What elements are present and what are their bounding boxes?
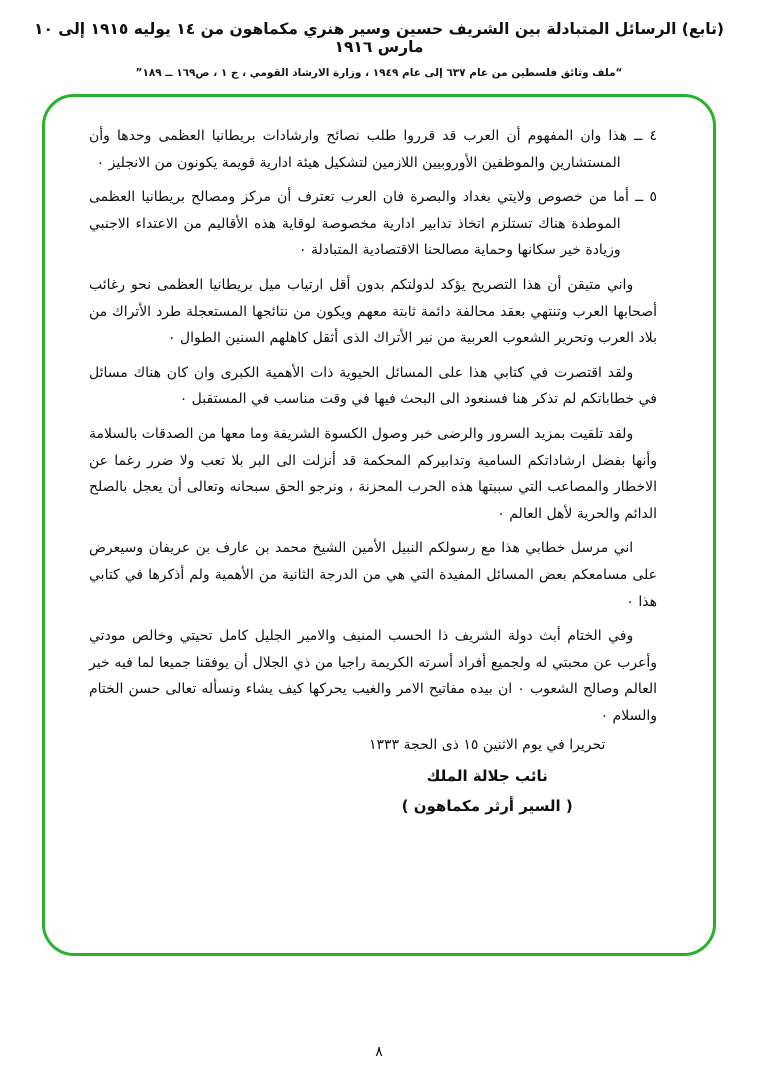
signature-title: نائب جلالة الملك (426, 767, 548, 786)
page-number: ٨ (375, 1044, 383, 1060)
letter-date-line: تحريرا في يوم الاثنين ١٥ ذى الحجة ١٣٣٣ (369, 737, 606, 754)
letter-paragraph-item-5 (89, 184, 657, 264)
document-source-citation: “ملف وثائق فلسطين من عام ٦٣٧ إلى عام ١٩٤٩ ، وزارة الارشاد القومي ، ج ١ ، ص١٦٩ ــ ١٨٩” (135, 67, 623, 79)
letter-paragraph: ولقد تلقيت بمزيد السرور والرضى خبر وصول الكسوة الشريفة وما معها من الصدقات بالسلامة وأنها بفضل ارشاداتكم السامية وتدابيركم المحكمة قد أنزلت الى البر بلا تعب ولا ضرر رغما عن الاخطار والمصاعب التي سببتها هذه الحرب المحزنة ، ونرجو الحق سبحانه وتعالى أن يعجل بالصلح الدائم والحرية لأهل العالم ٠ (89, 425, 657, 522)
paragraph-text: هذا وان المفهوم أن العرب قد قرروا طلب نصائح وارشادات بريطانيا العظمى وحدها وأن المستشارين والموظفين الأوروبيين اللازمين لتشكيل هيئة ادارية قويمة يكونون من الانجليز ٠ (89, 128, 628, 171)
document-title: (تابع) الرسائل المتبادلة بين الشريف حسين وسير هنري مكماهون من ١٤ يوليه ١٩١٥ إلى ١٠ مارس ١٩١٦ (33, 20, 724, 56)
paragraph-number: ٤ ــ (634, 128, 657, 144)
signature-name: ( السير أرثر مكماهون ) (401, 797, 573, 816)
letter-paragraph: اني مرسل خطابي هذا مع رسولكم النبيل الأمين الشيخ محمد بن عارف بن عريفان وسيعرض على مسامعكم بعض المسائل المفيدة التي هي من الدرجة الثانية من الأهمية ولم أذكرها في كتابي هذا ٠ (89, 540, 657, 610)
letter-paragraph: وفي الختام أبث دولة الشريف ذا الحسب المنيف والامير الجليل كامل تحيتي وخالص مودتي وأعرب عن محبتي له ولجميع أفراد أسرته الكريمة راجيا من ذي الجلال أن يوفقنا جميعا لما فيه خير العالم وصالح الشعوب ٠ ان بيده مفاتيح الامر والغيب يحركها كيف يشاء ونسأله تعالى حسن الختام والسلام ٠ (89, 628, 658, 724)
letter-paragraph: ولقد اقتصرت في كتابي هذا على المسائل الحيوية ذات الأهمية الكبرى وان كان هناك مسائل في خطاباتكم لم تذكر هنا فسنعود الى البحث فيها في وقت مناسب في المستقبل ٠ (89, 364, 657, 408)
paragraph-text: أما من خصوص ولايتي بغداد والبصرة فان العرب تعترف أن مركز ومصالح بريطانيا العظمى الموطدة هناك تستلزم اتخاذ تدابير ادارية مخصوصة لوقاية هذه الأقاليم من الاعتداء الاجنبي وزيادة خير سكانها وحماية مصالحنا الاقتصادية المتبادلة ٠ (89, 189, 629, 259)
page-footer (0, 1041, 758, 1060)
letter-paragraph-item-4 (89, 123, 657, 176)
letter-paragraph: واني متيقن أن هذا التصريح يؤكد لدولتكم بدون أقل ارتياب ميل بريطانيا العظمى نحو رغائب أصحابها العرب وتنتهي بعقد محالفة دائمة ثابتة معهم ويكون من نتائجها المستعجلة طرد الأتراك من بلاد العرب وتحرير الشعوب العربية من نير الأتراك الذى أثقل كاهلهم السنين الطوال ٠ (89, 276, 657, 347)
paragraph-number: ٥ ــ (635, 189, 657, 206)
page-header (0, 0, 758, 79)
letter-border-box (42, 94, 716, 956)
signature-block (369, 737, 605, 815)
